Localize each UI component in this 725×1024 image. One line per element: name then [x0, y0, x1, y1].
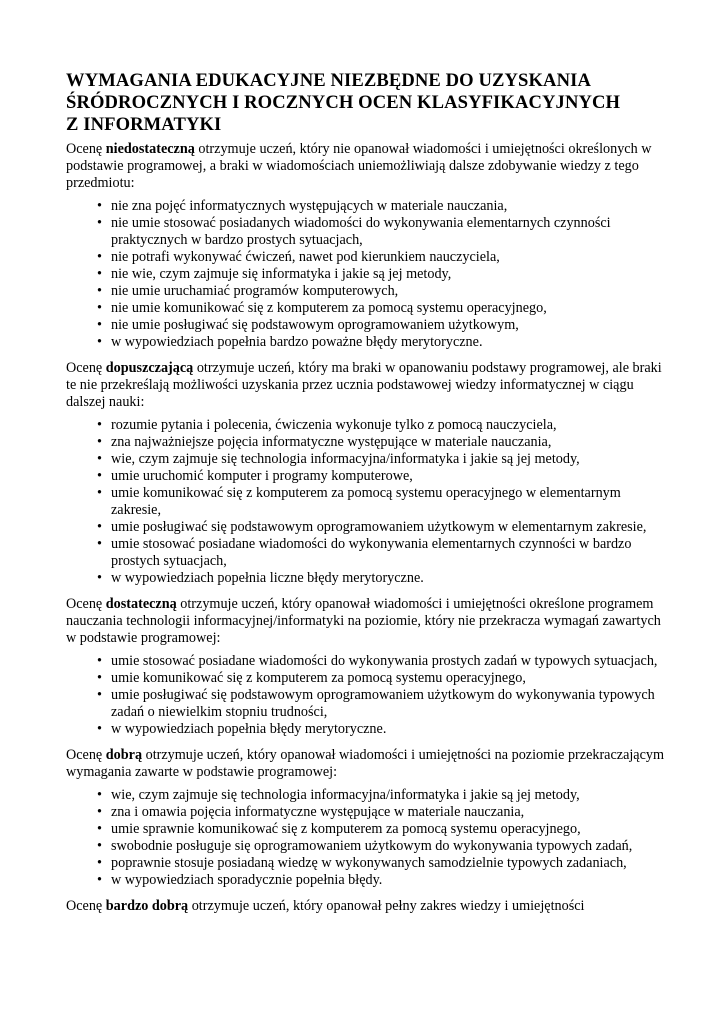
- bullet-icon: •: [97, 198, 102, 214]
- bullet-icon: •: [97, 283, 102, 299]
- list-item: • swobodnie posługuje się oprogramowaniem użytkowym do wykonywania typowych zadań,: [97, 838, 633, 854]
- bullet-icon: •: [97, 215, 102, 231]
- page-title: [66, 70, 666, 136]
- bullet-icon: •: [97, 821, 102, 837]
- list-item: • nie umie komunikować się z komputerem za pomocą systemu operacyjnego,: [97, 300, 547, 316]
- list-item: • zna i omawia pojęcia informatyczne występujące w materiale nauczania,: [97, 804, 525, 820]
- list-item: • w wypowiedziach popełnia błędy merytoryczne.: [97, 721, 387, 737]
- bullet-icon: •: [97, 687, 102, 703]
- requirements-list-dopuszczajaca: [66, 417, 666, 587]
- list-item: • w wypowiedziach popełnia bardzo poważne błędy merytoryczne.: [97, 334, 483, 350]
- list-item: • poprawnie stosuje posiadaną wiedzę w wykonywanych samodzielnie typowych zadaniach,: [97, 855, 627, 871]
- list-item: • nie potrafi wykonywać ćwiczeń, nawet pod kierunkiem nauczyciela,: [97, 249, 500, 265]
- title-line-1: WYMAGANIA EDUKACYJNE NIEZBĘDNE DO UZYSKANIA: [66, 70, 591, 91]
- bullet-icon: •: [97, 485, 102, 501]
- list-item: • nie wie, czym zajmuje się informatyka i jakie są jej metody,: [97, 266, 452, 282]
- list-item: • w wypowiedziach sporadycznie popełnia błędy.: [97, 872, 383, 888]
- bullet-icon: •: [97, 838, 102, 854]
- requirements-list-dobra: [66, 787, 666, 889]
- list-item: • umie posługiwać się podstawowym oprogramowaniem użytkowym w elementarnym zakresie,: [97, 519, 647, 535]
- bullet-icon: •: [97, 721, 102, 737]
- bullet-icon: •: [97, 300, 102, 316]
- bullet-icon: •: [97, 872, 102, 888]
- bullet-icon: •: [97, 417, 102, 433]
- title-line-3: Z INFORMATYKI: [66, 114, 222, 135]
- list-item: • nie umie posługiwać się podstawowym oprogramowaniem użytkowym,: [97, 317, 519, 333]
- list-item: • umie stosować posiadane wiadomości do wykonywania elementarnych czynności w bardzo prostych sytuacjach,: [97, 536, 632, 569]
- list-item: • umie sprawnie komunikować się z komputerem za pomocą systemu operacyjnego,: [97, 821, 581, 837]
- list-item: • rozumie pytania i polecenia, ćwiczenia wykonuje tylko z pomocą nauczyciela,: [97, 417, 557, 433]
- list-item: • umie stosować posiadane wiadomości do wykonywania prostych zadań w typowych sytuacjach,: [97, 653, 658, 669]
- bullet-icon: •: [97, 451, 102, 467]
- bullet-icon: •: [97, 317, 102, 333]
- bullet-icon: •: [97, 266, 102, 282]
- grade-name: dopuszczającą: [105, 360, 194, 376]
- requirements-list-niedostateczna: [66, 198, 666, 351]
- list-item: • nie umie uruchamiać programów komputerowych,: [97, 283, 399, 299]
- list-item: • umie komunikować się z komputerem za pomocą systemu operacyjnego w elementarnym zakresie,: [97, 485, 621, 518]
- list-item: • nie umie stosować posiadanych wiadomości do wykonywania elementarnych czynności praktycznych w bardzo prostych sytuacjach,: [97, 215, 611, 248]
- bullet-icon: •: [97, 434, 102, 450]
- list-item: • w wypowiedziach popełnia liczne błędy merytoryczne.: [97, 570, 424, 586]
- document-page: [66, 70, 666, 915]
- bullet-icon: •: [97, 804, 102, 820]
- bullet-icon: •: [97, 519, 102, 535]
- grade-name: dostateczną: [105, 596, 177, 612]
- grade-paragraph-dostateczna: Ocenę dostateczną otrzymuje uczeń, który opanował wiadomości i umiejętności określone programem nauczania technologii informacyjnej/informatyki na poziomie, który nie przekracza wymagań zawartych w podstawie programowej:: [66, 596, 661, 646]
- bullet-icon: •: [97, 855, 102, 871]
- bullet-icon: •: [97, 653, 102, 669]
- requirements-list-dostateczna: [66, 653, 666, 738]
- list-item: • wie, czym zajmuje się technologia informacyjna/informatyka i jakie są jej metody,: [97, 787, 580, 803]
- bullet-icon: •: [97, 334, 102, 350]
- bullet-icon: •: [97, 468, 102, 484]
- grade-paragraph-niedostateczna: Ocenę niedostateczną otrzymuje uczeń, który nie opanował wiadomości i umiejętności określonych w podstawie programowej, a braki w wiadomościach uniemożliwiają dalsze zdobywanie wiedzy z tego przedmiotu:: [66, 141, 652, 191]
- grade-paragraph-bardzo-dobra: Ocenę bardzo dobrą otrzymuje uczeń, który opanował pełny zakres wiedzy i umiejętności: [66, 898, 585, 914]
- grade-name: bardzo dobrą: [105, 898, 189, 914]
- list-item: • umie uruchomić komputer i programy komputerowe,: [97, 468, 413, 484]
- list-item: • umie komunikować się z komputerem za pomocą systemu operacyjnego,: [97, 670, 526, 686]
- bullet-icon: •: [97, 249, 102, 265]
- list-item: • wie, czym zajmuje się technologia informacyjna/informatyka i jakie są jej metody,: [97, 451, 580, 467]
- list-item: • zna najważniejsze pojęcia informatyczne występujące w materiale nauczania,: [97, 434, 552, 450]
- list-item: • nie zna pojęć informatycznych występujących w materiale nauczania,: [97, 198, 508, 214]
- title-line-2: ŚRÓDROCZNYCH I ROCZNYCH OCEN KLASYFIKACYJNYCH: [66, 92, 621, 113]
- bullet-icon: •: [97, 787, 102, 803]
- grade-paragraph-dobra: Ocenę dobrą otrzymuje uczeń, który opanował wiadomości i umiejętności na poziomie przekraczającym wymagania zawarte w podstawie programowej:: [66, 747, 665, 780]
- bullet-icon: •: [97, 536, 102, 552]
- grade-paragraph-dopuszczajaca: Ocenę dopuszczającą otrzymuje uczeń, który ma braki w opanowaniu podstawy programowej, ale braki te nie przekreślają możliwości uzyskania przez ucznia podstawowej wiedzy informatycznej w ciągu dalszej nauki:: [66, 360, 662, 410]
- grade-name: dobrą: [105, 747, 143, 763]
- grade-name: niedostateczną: [105, 141, 195, 157]
- bullet-icon: •: [97, 570, 102, 586]
- list-item: • umie posługiwać się podstawowym oprogramowaniem użytkowym do wykonywania typowych zadań o niewielkim stopniu trudności,: [97, 687, 655, 720]
- bullet-icon: •: [97, 670, 102, 686]
